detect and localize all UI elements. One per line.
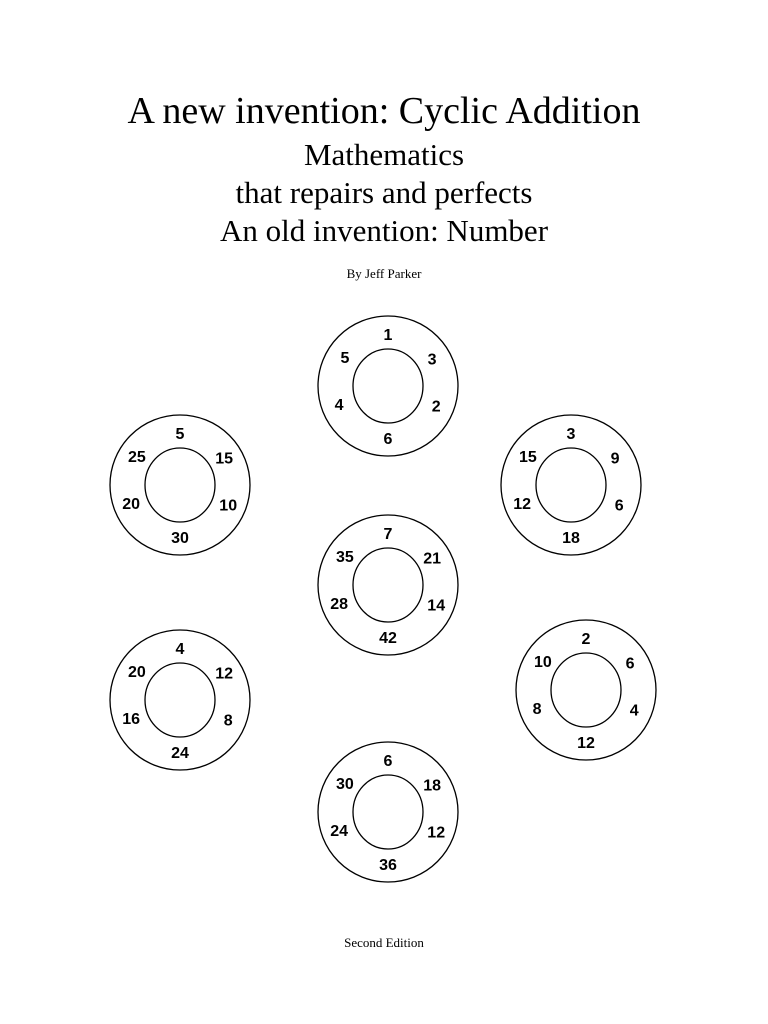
wheel-number: 36	[379, 857, 397, 874]
wheel-number: 14	[427, 597, 446, 615]
wheel-number: 10	[534, 653, 552, 671]
wheel-inner-ring	[536, 448, 606, 522]
wheel-inner-ring	[145, 663, 215, 737]
number-wheel	[516, 620, 656, 760]
wheel-inner-ring	[551, 653, 621, 727]
wheel-inner-ring	[353, 548, 423, 622]
subtitle-line-1: Mathematics	[303, 137, 465, 172]
wheel-number: 35	[336, 548, 354, 566]
wheel-number: 18	[423, 777, 441, 795]
wheel-number: 24	[330, 822, 348, 840]
wheel-inner-ring	[353, 349, 423, 423]
wheel-number: 9	[610, 450, 620, 468]
number-wheel	[318, 316, 458, 456]
wheel-number: 4	[629, 702, 639, 720]
wheel-number: 42	[379, 630, 397, 647]
wheel-number: 20	[122, 495, 140, 513]
wheel-number: 30	[171, 530, 189, 547]
wheel-number: 12	[215, 665, 233, 683]
wheel-number: 21	[423, 550, 441, 568]
number-wheel	[501, 415, 641, 555]
wheel-number: 3	[427, 351, 437, 369]
wheel-number: 2	[431, 398, 441, 416]
wheel-number: 20	[128, 663, 146, 681]
subtitle-line-3: An old invention: Number	[219, 213, 549, 248]
wheel-number: 5	[175, 426, 185, 443]
wheel-number: 4	[175, 641, 185, 658]
wheel-number: 6	[383, 431, 393, 448]
wheel-number: 30	[336, 775, 354, 793]
wheel-number: 24	[171, 745, 189, 762]
page-title: A new invention: Cyclic Addition	[127, 90, 641, 132]
wheel-inner-ring	[353, 775, 423, 849]
subtitle-line-2: that repairs and perfects	[235, 175, 533, 210]
wheel-number: 6	[383, 753, 393, 770]
wheel-number: 15	[519, 448, 537, 466]
wheel-number: 3	[566, 426, 576, 443]
wheel-number: 8	[532, 700, 542, 718]
wheel-number: 18	[562, 530, 580, 547]
number-wheel	[110, 630, 250, 770]
number-wheel	[318, 742, 458, 882]
wheel-number: 6	[614, 497, 624, 515]
wheel-number: 8	[223, 712, 233, 730]
wheel-number: 4	[334, 396, 344, 414]
number-wheel	[318, 515, 458, 655]
wheel-number: 12	[427, 824, 446, 842]
wheel-number: 12	[577, 735, 595, 752]
wheel-number: 2	[581, 631, 591, 648]
wheel-number: 28	[330, 595, 348, 613]
wheel-inner-ring	[145, 448, 215, 522]
wheel-number: 12	[513, 495, 531, 513]
wheel-number: 7	[383, 526, 393, 543]
edition-note: Second Edition	[344, 935, 424, 950]
author-byline: By Jeff Parker	[346, 266, 422, 281]
wheel-number: 16	[122, 710, 140, 728]
wheel-number: 6	[625, 655, 635, 673]
wheel-number: 1	[383, 327, 393, 344]
wheel-number: 5	[340, 349, 350, 367]
wheel-number: 25	[128, 448, 146, 466]
wheel-number: 15	[215, 450, 233, 468]
wheel-number: 10	[219, 497, 238, 515]
number-wheel	[110, 415, 250, 555]
